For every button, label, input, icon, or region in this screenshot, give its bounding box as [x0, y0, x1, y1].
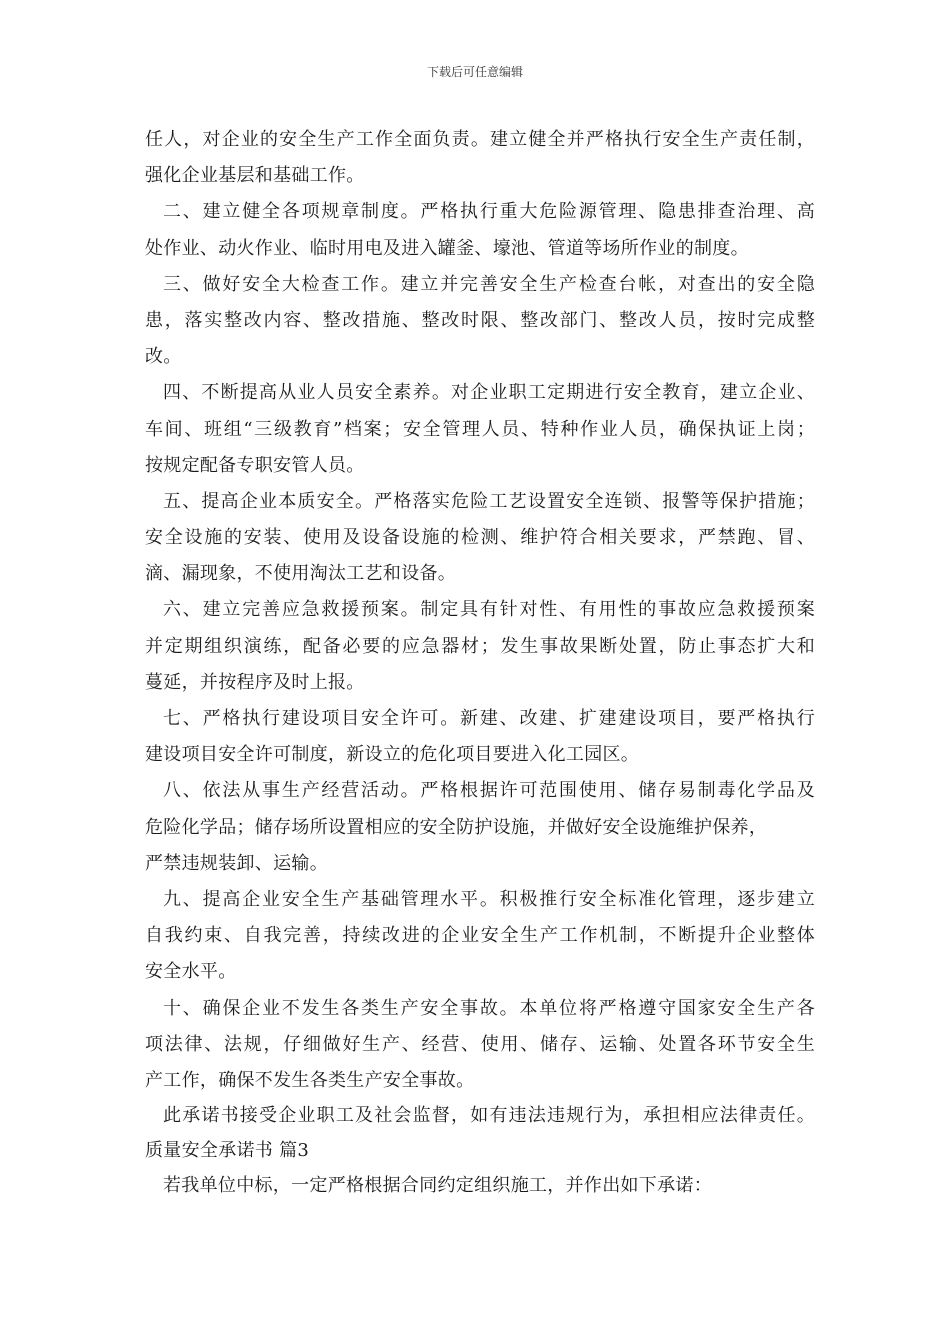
text-line: 十、确保企业不发生各类生产安全事故。本单位将严格遵守国家安全生产各 [163, 997, 815, 1019]
document-body [145, 122, 815, 1204]
text-line: 蔓延，并按程序及时上报。 [145, 671, 365, 693]
text-line: 四、不断提高从业人员安全素养。对企业职工定期进行安全教育，建立企业、 [163, 382, 815, 404]
text-line: 项法律、法规，仔细做好生产、经营、使用、储存、运输、处置各环节安全生 [145, 1033, 815, 1055]
text-line: 安全设施的安装、使用及设备设施的检测、维护符合相关要求，严禁跑、冒、 [145, 527, 815, 549]
text-line: 安全水平。 [145, 961, 237, 983]
text-line: 建设项目安全许可制度，新设立的危化项目要进入化工园区。 [145, 744, 640, 766]
text-line: 并定期组织演练，配备必要的应急器材；发生事故果断处置，防止事态扩大和 [145, 635, 815, 657]
text-line: 八、依法从事生产经营活动。严格根据许可范围使用、储存易制毒化学品及 [163, 780, 815, 802]
text-line: 任人，对企业的安全生产工作全面负责。建立健全并严格执行安全生产责任制， [145, 129, 815, 150]
text-line: 五、提高企业本质安全。严格落实危险工艺设置安全连锁、报警等保护措施； [163, 490, 815, 512]
text-line: 按规定配备专职安管人员。 [145, 454, 365, 476]
text-line: 若我单位中标，一定严格根据合同约定组织施工，并作出如下承诺： [163, 1175, 712, 1197]
page-header: 下载后可任意编辑 [426, 65, 523, 79]
text-line: 改。 [145, 346, 182, 368]
text-line: 九、提高企业安全生产基础管理水平。积极推行安全标准化管理，逐步建立 [163, 888, 815, 910]
text-line: 自我约束、自我完善，持续改进的企业安全生产工作机制，不断提升企业整体 [145, 925, 815, 947]
text-line: 强化企业基层和基础工作。 [145, 165, 365, 187]
text-line: 三、做好安全大检查工作。建立并完善安全生产检查台帐，对查出的安全隐 [163, 273, 815, 295]
text-line: 产工作，确保不发生各类生产安全事故。 [145, 1069, 475, 1091]
text-line: 此承诺书接受企业职工及社会监督，如有违法违规行为，承担相应法律责任。 [163, 1105, 815, 1127]
text-line: 危险化学品；储存场所设置相应的安全防护设施，并做好安全设施维护保养， [145, 816, 768, 838]
text-line: 六、建立完善应急救援预案。制定具有针对性、有用性的事故应急救援预案 [163, 599, 815, 621]
text-line: 二、建立健全各项规章制度。严格执行重大危险源管理、隐患排查治理、高 [163, 201, 815, 223]
text-line: 严禁违规装卸、运输。 [145, 852, 328, 874]
text-line: 车间、班组“三级教育”档案；安全管理人员、特种作业人员，确保执证上岗； [145, 418, 815, 440]
text-line: 七、严格执行建设项目安全许可。新建、改建、扩建建设项目，要严格执行 [163, 708, 815, 729]
text-line: 患，落实整改内容、整改措施、整改时限、整改部门、整改人员，按时完成整 [145, 309, 815, 331]
text-line: 处作业、动火作业、临时用电及进入罐釜、壕池、管道等场所作业的制度。 [145, 237, 749, 259]
section-heading: 质量安全承诺书 篇3 [145, 1139, 310, 1161]
text-line: 滴、漏现象，不使用淘汰工艺和设备。 [145, 563, 457, 585]
